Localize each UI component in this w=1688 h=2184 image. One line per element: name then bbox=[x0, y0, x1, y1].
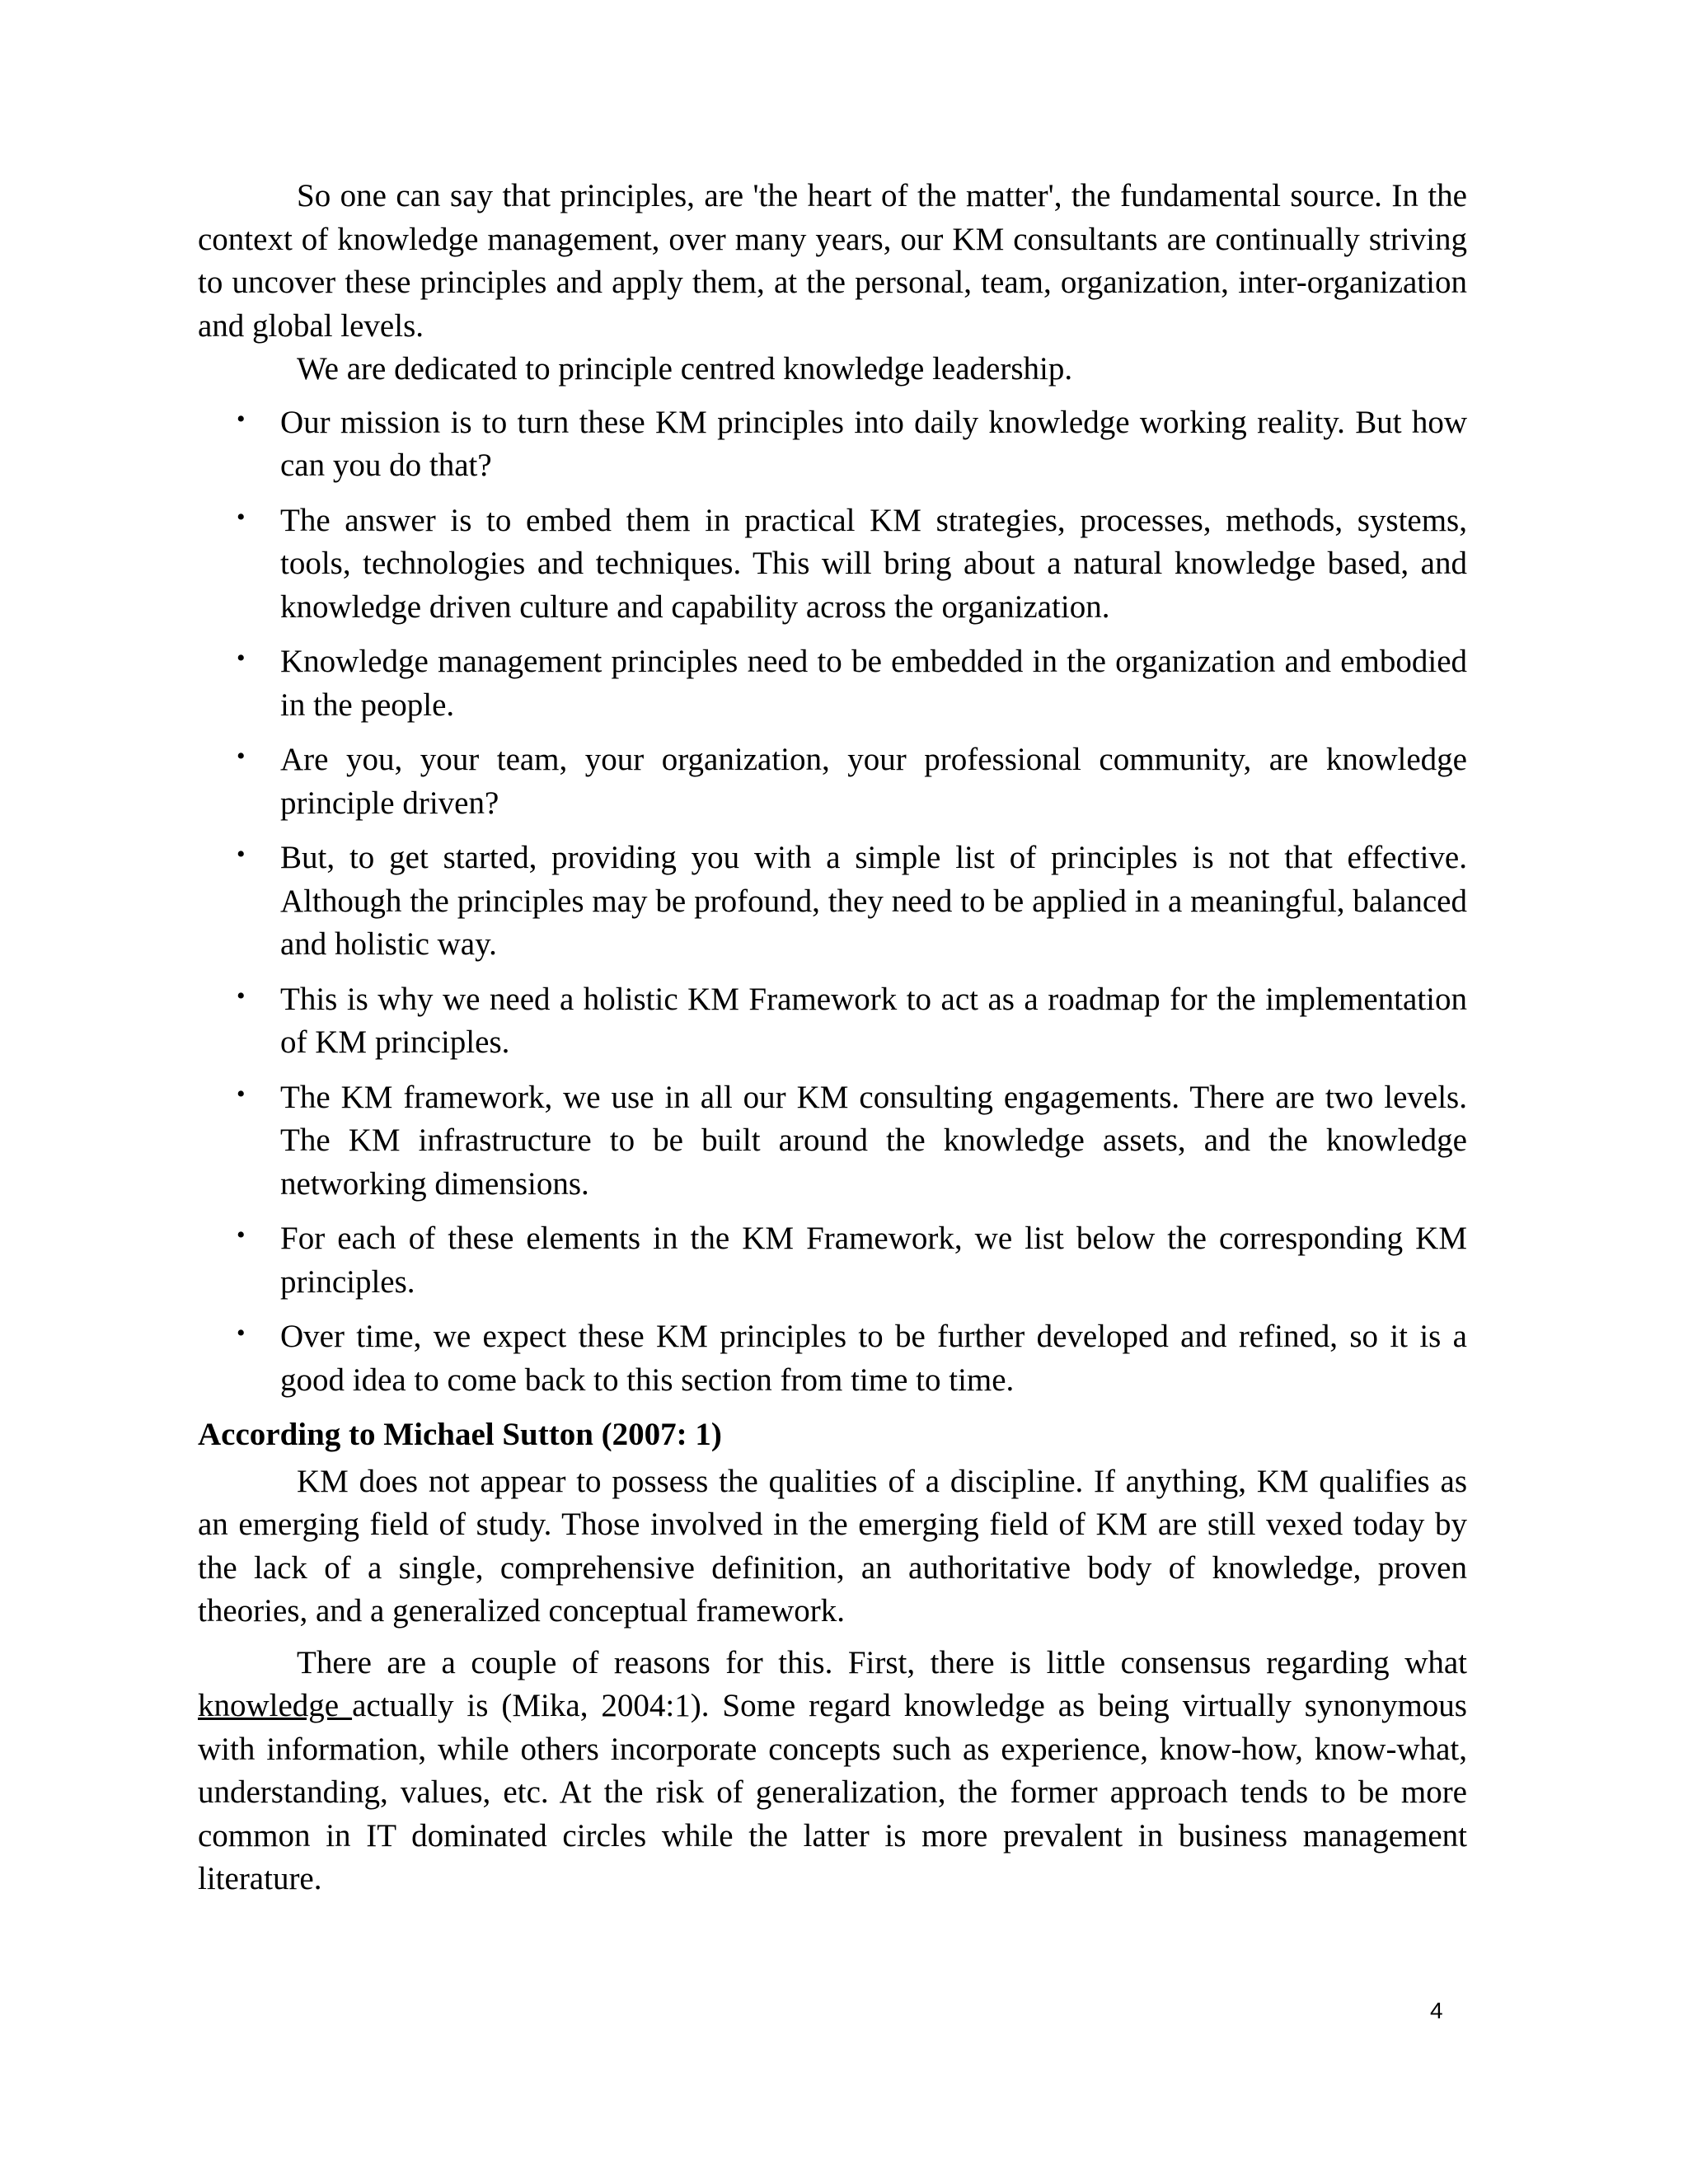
bullet-icon: • bbox=[237, 1080, 246, 1108]
bullet-icon: • bbox=[237, 1221, 246, 1249]
bullet-icon: • bbox=[237, 841, 246, 868]
sutton-paragraph: KM does not appear to possess the qualities of a discipline. If anything, KM qualifies as an emerging field of study. Those involved in the emerging field of KM are still vexed today by the lack of a single, comprehensive definition, an authoritative body of knowledge, proven theories, and a generalized conceptual framework. bbox=[198, 1463, 1467, 1629]
page-number: 4 bbox=[1430, 1998, 1443, 2023]
bullet-item bbox=[198, 640, 1467, 727]
dedication-paragraph: We are dedicated to principle centred knowledge leadership. bbox=[297, 351, 1073, 387]
bullet-text: Are you, your team, your organization, your professional community, are knowledge principle driven? bbox=[280, 742, 1467, 821]
reasons-paragraph bbox=[198, 1642, 1467, 1901]
underlined-word: knowledge bbox=[198, 1688, 353, 1723]
bullet-text: The KM framework, we use in all our KM consulting engagements. There are two levels. The KM infrastructure to be built around the knowledge assets, and the knowledge networking dimensions. bbox=[280, 1079, 1467, 1202]
bullet-item bbox=[198, 1217, 1467, 1304]
principles-bullet-list bbox=[198, 401, 1467, 1403]
bullet-icon: • bbox=[237, 503, 246, 531]
intro-paragraph: So one can say that principles, are 'the heart of the matter', the fundamental source. In the context of knowledge management, over many years, our KM consultants are continually striving to uncover these principles and apply them, at the personal, team, organization, inter-organization and global levels. bbox=[198, 178, 1467, 344]
bullet-icon: • bbox=[237, 743, 246, 770]
bullet-icon: • bbox=[237, 982, 246, 1010]
bullet-icon: • bbox=[237, 1319, 246, 1347]
bullet-item bbox=[198, 401, 1467, 488]
bullet-item bbox=[198, 1076, 1467, 1207]
bullet-text: For each of these elements in the KM Framework, we list below the corresponding KM principles. bbox=[280, 1221, 1467, 1300]
bullet-item bbox=[198, 1315, 1467, 1402]
page-body bbox=[198, 175, 1467, 1901]
bullet-text: Knowledge management principles need to be embedded in the organization and embodied in the people. bbox=[280, 644, 1467, 723]
bullet-text: Our mission is to turn these KM principles into daily knowledge working reality. But how can you do that? bbox=[280, 404, 1467, 483]
bullet-text: The answer is to embed them in practical KM strategies, processes, methods, systems, tools, technologies and techniques. This will bring about a natural knowledge based, and knowledge driven culture and capability across the organization. bbox=[280, 502, 1467, 625]
section-heading: According to Michael Sutton (2007: 1) bbox=[198, 1417, 722, 1452]
reasons-rest-text: actually is (Mika, 2004:1). Some regard knowledge as being virtually synonymous with information, while others incorporate concepts such as experience, know-how, know-what, understanding, values, etc. At the risk of generalization, the former approach tends to be more common in IT dominated circles while the latter is more prevalent in business management literature. bbox=[198, 1688, 1467, 1896]
bullet-item bbox=[198, 978, 1467, 1065]
bullet-item bbox=[198, 837, 1467, 967]
bullet-text: This is why we need a holistic KM Framework to act as a roadmap for the implementation of KM principles. bbox=[280, 981, 1467, 1060]
bullet-item bbox=[198, 738, 1467, 825]
bullet-item bbox=[198, 499, 1467, 630]
bullet-icon: • bbox=[237, 644, 246, 672]
bullet-text: Over time, we expect these KM principles to be further developed and refined, so it is a good idea to come back to this section from time to time. bbox=[280, 1319, 1467, 1398]
bullet-text: But, to get started, providing you with a simple list of principles is not that effective. Although the principles may be profound, they need to be applied in a meaningful, balanced and holistic way. bbox=[280, 840, 1467, 962]
reasons-lead-text: There are a couple of reasons for this. First, there is little consensus regarding what bbox=[297, 1644, 1467, 1680]
bullet-icon: • bbox=[237, 405, 246, 433]
